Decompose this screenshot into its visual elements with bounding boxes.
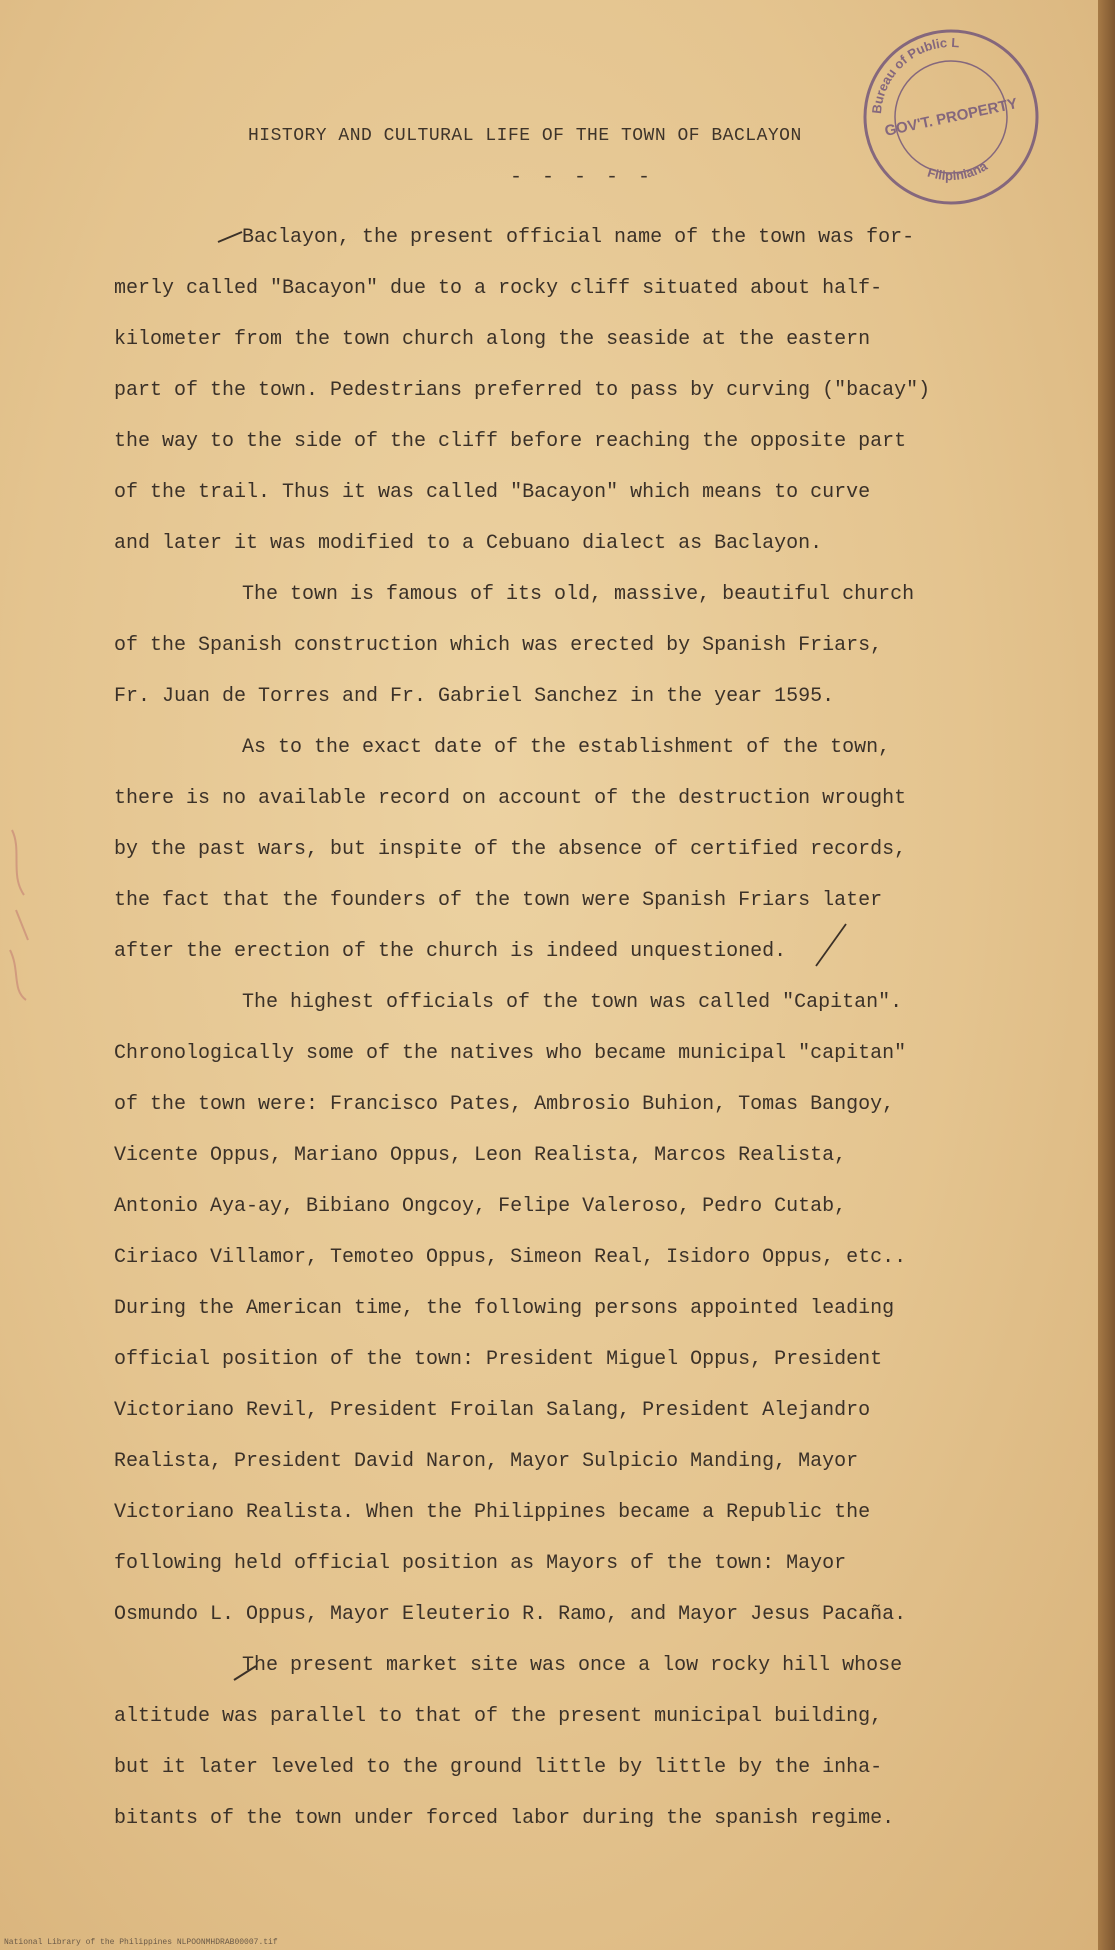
text-line: by the past wars, but inspite of the absence of certified records, bbox=[114, 838, 907, 861]
text-line: merly called "Bacayon" due to a rocky cliff situated about half- bbox=[114, 277, 883, 300]
document-title: HISTORY AND CULTURAL LIFE OF THE TOWN OF BACLAYON bbox=[248, 126, 802, 146]
scan-footer: National Library of the Philippines NLPOONMHDRAB00007.tif bbox=[4, 1938, 278, 1947]
text-line: there is no available record on account of the destruction wrought bbox=[114, 787, 907, 810]
text-line: Vicente Oppus, Mariano Oppus, Leon Realista, Marcos Realista, bbox=[114, 1144, 847, 1167]
text-line: and later it was modified to a Cebuano dialect as Baclayon. bbox=[114, 532, 823, 555]
text-line: altitude was parallel to that of the present municipal building, bbox=[114, 1705, 883, 1728]
text-line: following held official position as Mayors of the town: Mayor bbox=[114, 1552, 847, 1575]
check-mark-icon bbox=[232, 1662, 262, 1684]
text-line: kilometer from the town church along the seaside at the eastern bbox=[114, 328, 871, 351]
text-line: Victoriano Realista. When the Philippines became a Republic the bbox=[114, 1501, 871, 1524]
svg-text:Filipiniana bbox=[923, 153, 992, 190]
margin-annotation-icon bbox=[2, 700, 42, 1020]
text-line: Chronologically some of the natives who became municipal "capitan" bbox=[114, 1042, 907, 1065]
text-line: of the Spanish construction which was erected by Spanish Friars, bbox=[114, 634, 883, 657]
stamp-center-text: GOV'T. PROPERTY bbox=[883, 95, 1020, 140]
text-line: after the erection of the church is indeed unquestioned. bbox=[114, 940, 787, 963]
text-line: the fact that the founders of the town were Spanish Friars later bbox=[114, 889, 883, 912]
stamp-top-text: Bureau of Public L bbox=[868, 34, 960, 115]
library-stamp bbox=[856, 22, 1046, 212]
text-line: official position of the town: President Miguel Oppus, President bbox=[114, 1348, 883, 1371]
page-binding-edge bbox=[1098, 0, 1115, 1950]
text-line: As to the exact date of the establishment of the town, bbox=[242, 736, 891, 759]
text-line: of the trail. Thus it was called "Bacayon" which means to curve bbox=[114, 481, 871, 504]
text-line: the way to the side of the cliff before reaching the opposite part bbox=[114, 430, 907, 453]
check-mark-icon bbox=[812, 920, 852, 970]
text-line: The town is famous of its old, massive, beautiful church bbox=[242, 583, 915, 606]
text-line: Ciriaco Villamor, Temoteo Oppus, Simeon Real, Isidoro Oppus, etc.. bbox=[114, 1246, 907, 1269]
text-line: but it later leveled to the ground little by little by the inha- bbox=[114, 1756, 883, 1779]
title-separator: - - - - - bbox=[510, 166, 655, 189]
text-line: The highest officials of the town was called "Capitan". bbox=[242, 991, 903, 1014]
text-line: of the town were: Francisco Pates, Ambrosio Buhion, Tomas Bangoy, bbox=[114, 1093, 895, 1116]
text-line: Baclayon, the present official name of the town was for- bbox=[242, 226, 915, 249]
text-line: part of the town. Pedestrians preferred to pass by curving ("bacay") bbox=[114, 379, 931, 402]
text-line: The present market site was once a low rocky hill whose bbox=[242, 1654, 903, 1677]
document-body bbox=[114, 212, 974, 1844]
text-line: Antonio Aya-ay, Bibiano Ongcoy, Felipe Valeroso, Pedro Cutab, bbox=[114, 1195, 847, 1218]
text-line: Osmundo L. Oppus, Mayor Eleuterio R. Ramo, and Mayor Jesus Pacaña. bbox=[114, 1603, 907, 1626]
stamp-bottom-text: Filipiniana bbox=[925, 158, 990, 184]
text-line: During the American time, the following persons appointed leading bbox=[114, 1297, 895, 1320]
text-line: Fr. Juan de Torres and Fr. Gabriel Sanchez in the year 1595. bbox=[114, 685, 835, 708]
text-line: Realista, President David Naron, Mayor Sulpicio Manding, Mayor bbox=[114, 1450, 859, 1473]
text-line: Victoriano Revil, President Froilan Salang, President Alejandro bbox=[114, 1399, 871, 1422]
text-line: bitants of the town under forced labor during the spanish regime. bbox=[114, 1807, 895, 1830]
check-mark-icon bbox=[216, 228, 246, 248]
